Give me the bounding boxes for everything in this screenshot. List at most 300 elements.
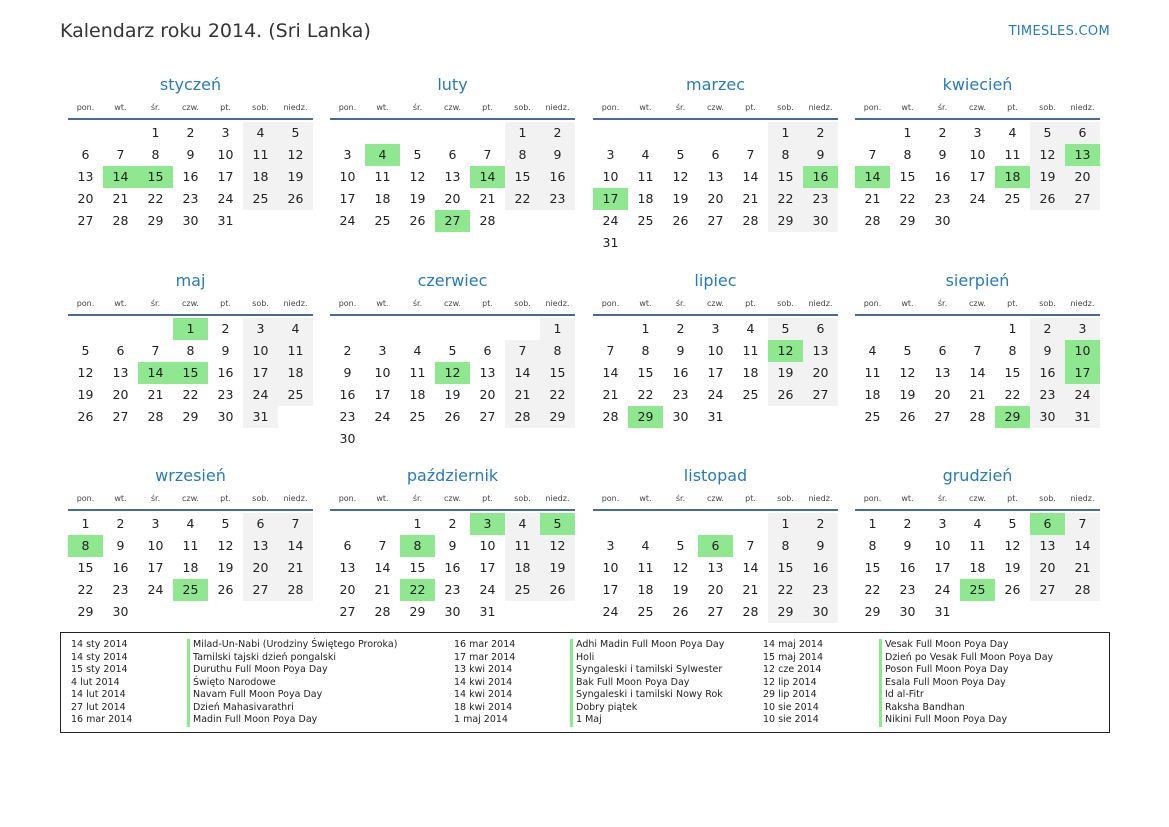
day-cell: 1 [540, 318, 575, 340]
day-cell: 16 [540, 166, 575, 188]
day-cell: 16 [899, 560, 916, 575]
day-cell: 19 [540, 557, 575, 579]
day-cell: 26 [540, 579, 575, 601]
day-cell: 18 [742, 365, 759, 380]
day-empty [505, 318, 540, 340]
day-cell: 16 [672, 365, 689, 380]
day-cell: 2 [1030, 318, 1065, 340]
day-cell: 20 [339, 582, 356, 597]
day-cell: 17 [707, 365, 724, 380]
week-row [855, 384, 1100, 406]
day-cell: 24 [479, 582, 496, 597]
day-empty [540, 601, 575, 623]
day-cell: 30 [803, 210, 838, 232]
week-row [330, 122, 575, 144]
day-empty [103, 318, 138, 340]
day-cell: 9 [903, 538, 912, 553]
day-cell: 27 [1065, 188, 1100, 210]
day-cell: 2 [116, 516, 125, 531]
weekday-label: pon. [76, 494, 95, 503]
day-cell: 6 [483, 343, 492, 358]
legend-date: 14 sty 2014 [71, 639, 128, 650]
legend-date: 16 mar 2014 [454, 639, 516, 650]
day-cell: 28 [147, 409, 164, 424]
legend-item [763, 677, 1053, 690]
legend-holiday-name: Raksha Bandhan [879, 702, 965, 715]
day-cell: 31 [707, 409, 724, 424]
legend-item [454, 639, 724, 652]
day-cell: 15 [77, 560, 94, 575]
legend-holiday-name: 1 Maj [570, 714, 602, 727]
day-cell: 23 [112, 582, 129, 597]
day-cell: 6 [343, 538, 352, 553]
day-cell: 9 [676, 343, 685, 358]
week-row [593, 340, 838, 362]
weekday-label: śr. [675, 103, 686, 112]
day-cell: 9 [938, 147, 947, 162]
day-cell: 29 [182, 409, 199, 424]
day-cell: 16 [934, 169, 951, 184]
legend-date: 29 lip 2014 [763, 689, 817, 700]
month-divider [855, 509, 1100, 511]
page-title: Kalendarz roku 2014. (Sri Lanka) [60, 20, 371, 42]
day-cell: 26 [899, 409, 916, 424]
weekday-label: pt. [220, 494, 231, 503]
day-empty [593, 513, 628, 535]
week-row [593, 318, 838, 340]
week-row [330, 513, 575, 535]
day-cell: 23 [803, 579, 838, 601]
day-cell: 28 [864, 213, 881, 228]
legend-item [763, 639, 1053, 652]
day-cell: 6 [448, 147, 457, 162]
weekday-label: wt. [114, 103, 127, 112]
weekday-label: sob. [514, 299, 531, 308]
weekday-label: czw. [444, 299, 461, 308]
legend-holiday-name: Milad-Un-Nabi (Urodziny Świętego Proroka) [187, 639, 397, 652]
legend-item [763, 664, 1053, 677]
legend-holiday-name: Holi [570, 652, 594, 665]
weekday-label: pon. [601, 299, 620, 308]
day-empty [628, 232, 663, 254]
day-cell: 10 [602, 169, 619, 184]
legend-holiday-name: Id al-Fitr [879, 689, 924, 702]
day-cell: 28 [969, 409, 986, 424]
day-cell: 8 [505, 144, 540, 166]
weekday-label: czw. [182, 299, 199, 308]
day-cell: 4 [186, 516, 195, 531]
day-cell: 16 [1030, 362, 1065, 384]
weekday-header [68, 100, 313, 116]
day-cell: 13 [934, 365, 951, 380]
day-cell: 7 [116, 147, 125, 162]
day-cell: 20 [112, 387, 129, 402]
day-cell: 5 [676, 538, 685, 553]
day-cell: 18 [374, 191, 391, 206]
weekday-label: wt. [114, 299, 127, 308]
legend-item [71, 702, 397, 715]
week-row [68, 340, 313, 362]
legend-item [454, 677, 724, 690]
day-cell: 29 [899, 213, 916, 228]
day-cell: 14 [969, 365, 986, 380]
week-row [593, 406, 838, 428]
day-cell: 11 [742, 343, 759, 358]
day-cell: 25 [505, 579, 540, 601]
day-cell: 8 [903, 147, 912, 162]
day-empty [698, 122, 733, 144]
day-cell: 16 [803, 557, 838, 579]
day-cell: 19 [672, 582, 689, 597]
day-cell: 8 [868, 538, 877, 553]
day-cell: 7 [746, 147, 755, 162]
week-row [68, 579, 313, 601]
weekday-header [855, 491, 1100, 507]
day-cell: 30 [1030, 406, 1065, 428]
weekday-label: niedz. [808, 494, 833, 503]
weekday-header [855, 296, 1100, 312]
day-cell-holiday: 14 [138, 362, 173, 384]
week-row [68, 406, 313, 428]
day-cell: 3 [606, 147, 615, 162]
day-cell-holiday: 15 [138, 166, 173, 188]
week-row [330, 557, 575, 579]
day-cell: 12 [77, 365, 94, 380]
day-cell: 12 [899, 365, 916, 380]
weekday-label: śr. [150, 494, 161, 503]
day-cell: 25 [637, 604, 654, 619]
weekday-label: śr. [150, 299, 161, 308]
weekday-label: sob. [777, 103, 794, 112]
day-cell: 14 [278, 535, 313, 557]
day-cell: 25 [243, 188, 278, 210]
day-cell: 27 [112, 409, 129, 424]
day-cell: 18 [969, 560, 986, 575]
day-cell: 27 [803, 384, 838, 406]
weekday-label: czw. [969, 103, 986, 112]
day-empty [278, 210, 313, 232]
legend-date: 14 sty 2014 [71, 651, 128, 663]
day-cell: 19 [899, 387, 916, 402]
day-cell: 1 [413, 516, 422, 531]
day-cell: 9 [116, 538, 125, 553]
legend-item [763, 689, 1053, 702]
day-cell: 31 [479, 604, 496, 619]
week-row [593, 557, 838, 579]
weekday-label: śr. [150, 103, 161, 112]
month-7 [855, 270, 1100, 428]
month-5 [330, 270, 575, 450]
day-cell: 27 [707, 213, 724, 228]
day-cell: 23 [217, 387, 234, 402]
weekday-label: wt. [376, 299, 389, 308]
day-cell: 12 [409, 169, 426, 184]
day-cell-holiday: 14 [855, 166, 890, 188]
day-cell-holiday: 22 [400, 579, 435, 601]
weekday-label: niedz. [545, 494, 570, 503]
day-cell: 7 [378, 538, 387, 553]
day-cell: 13 [1030, 535, 1065, 557]
day-cell: 23 [672, 387, 689, 402]
day-empty [1065, 601, 1100, 623]
day-empty [698, 513, 733, 535]
day-cell: 13 [77, 169, 94, 184]
day-cell: 29 [77, 604, 94, 619]
legend-item [454, 689, 724, 702]
day-empty [505, 601, 540, 623]
day-cell: 31 [243, 406, 278, 428]
day-cell: 2 [903, 516, 912, 531]
day-cell: 31 [217, 213, 234, 228]
day-cell: 2 [938, 125, 947, 140]
legend-item [763, 702, 1053, 715]
day-cell: 18 [637, 191, 654, 206]
day-cell: 9 [803, 535, 838, 557]
day-cell: 15 [768, 166, 803, 188]
day-empty [365, 428, 400, 450]
weekday-label: pon. [863, 103, 882, 112]
day-cell: 1 [151, 125, 160, 140]
day-cell: 3 [221, 125, 230, 140]
day-cell: 1 [505, 122, 540, 144]
day-empty [1030, 210, 1065, 232]
month-divider [593, 118, 838, 120]
weekday-label: pon. [338, 494, 357, 503]
weekday-header [593, 100, 838, 116]
day-cell: 26 [409, 213, 426, 228]
legend-item [763, 652, 1053, 665]
month-divider [855, 314, 1100, 316]
day-cell: 15 [899, 169, 916, 184]
day-cell: 7 [483, 147, 492, 162]
weekday-label: pon. [76, 299, 95, 308]
day-cell: 28 [505, 406, 540, 428]
week-row [855, 362, 1100, 384]
day-empty [400, 428, 435, 450]
day-cell-holiday: 27 [435, 210, 470, 232]
day-cell: 1 [903, 125, 912, 140]
weekday-label: sob. [1039, 299, 1056, 308]
weekday-label: niedz. [808, 299, 833, 308]
day-cell: 26 [278, 188, 313, 210]
legend-holiday-name: Syngaleski i tamilski Sylwester [570, 664, 722, 677]
legend-item [71, 689, 397, 702]
day-cell: 25 [1004, 191, 1021, 206]
day-cell: 13 [339, 560, 356, 575]
legend-item [763, 714, 1053, 727]
day-empty [103, 122, 138, 144]
legend-holiday-name: Święto Narodowe [187, 677, 276, 690]
weekday-label: śr. [412, 103, 423, 112]
day-cell: 26 [672, 213, 689, 228]
day-empty [593, 122, 628, 144]
day-cell: 5 [81, 343, 90, 358]
month-11 [855, 465, 1100, 623]
day-cell: 23 [1030, 384, 1065, 406]
day-cell: 31 [934, 604, 951, 619]
day-cell-holiday: 15 [173, 362, 208, 384]
weekday-label: śr. [937, 494, 948, 503]
day-cell: 23 [444, 582, 461, 597]
day-cell: 7 [505, 340, 540, 362]
day-cell: 6 [81, 147, 90, 162]
day-empty [540, 210, 575, 232]
day-cell: 11 [409, 365, 426, 380]
day-cell-holiday: 29 [995, 406, 1030, 428]
day-cell: 22 [77, 582, 94, 597]
day-cell: 21 [969, 387, 986, 402]
day-cell: 5 [221, 516, 230, 531]
day-cell: 5 [1008, 516, 1017, 531]
day-cell: 2 [803, 122, 838, 144]
day-cell: 14 [602, 365, 619, 380]
day-empty [855, 318, 890, 340]
day-cell: 27 [1030, 579, 1065, 601]
weekday-label: sob. [1039, 494, 1056, 503]
legend-column [454, 639, 724, 727]
day-cell: 10 [339, 169, 356, 184]
weekday-label: wt. [114, 494, 127, 503]
day-cell: 6 [116, 343, 125, 358]
week-row [330, 428, 575, 450]
day-cell: 23 [540, 188, 575, 210]
day-cell: 31 [1065, 406, 1100, 428]
brand-link[interactable]: TIMESLES.COM [1008, 24, 1110, 39]
legend-holiday-name: Tamilski tajski dzień pongalski [187, 652, 336, 665]
legend-holiday-name: Duruthu Full Moon Poya Day [187, 664, 328, 677]
day-empty [435, 318, 470, 340]
day-cell: 24 [602, 213, 619, 228]
weekday-label: wt. [639, 494, 652, 503]
day-cell: 11 [243, 144, 278, 166]
day-cell: 6 [711, 147, 720, 162]
day-cell: 21 [742, 191, 759, 206]
weekday-label: wt. [376, 103, 389, 112]
day-cell: 19 [444, 387, 461, 402]
day-empty [400, 122, 435, 144]
day-cell: 15 [505, 166, 540, 188]
weekday-label: sob. [1039, 103, 1056, 112]
day-cell: 28 [742, 604, 759, 619]
weekday-label: wt. [376, 494, 389, 503]
day-cell: 29 [147, 213, 164, 228]
weekday-header [330, 491, 575, 507]
weekday-label: niedz. [1070, 299, 1095, 308]
day-cell-holiday: 6 [1030, 513, 1065, 535]
day-cell: 25 [864, 409, 881, 424]
day-cell: 14 [1065, 535, 1100, 557]
day-cell: 20 [243, 557, 278, 579]
week-row [330, 144, 575, 166]
day-cell: 11 [1004, 147, 1021, 162]
day-empty [628, 513, 663, 535]
month-name: lipiec [694, 271, 737, 290]
weekday-label: czw. [969, 494, 986, 503]
day-cell-holiday: 25 [173, 579, 208, 601]
day-cell: 13 [707, 560, 724, 575]
legend-holiday-name: Nikini Full Moon Poya Day [879, 714, 1007, 727]
day-cell: 4 [413, 343, 422, 358]
legend-item [71, 652, 397, 665]
week-row [593, 144, 838, 166]
day-cell: 23 [803, 188, 838, 210]
day-cell: 21 [602, 387, 619, 402]
day-cell: 14 [374, 560, 391, 575]
weekday-label: pon. [76, 103, 95, 112]
weekday-label: sob. [252, 494, 269, 503]
week-row [68, 144, 313, 166]
day-cell: 13 [707, 169, 724, 184]
day-cell: 1 [1008, 321, 1017, 336]
day-empty [365, 318, 400, 340]
day-cell: 9 [448, 538, 457, 553]
month-name: luty [437, 75, 468, 94]
day-cell: 19 [278, 166, 313, 188]
week-row [593, 579, 838, 601]
day-cell: 17 [969, 169, 986, 184]
day-cell: 21 [112, 191, 129, 206]
day-empty [733, 232, 768, 254]
weekday-label: wt. [639, 299, 652, 308]
week-row [593, 384, 838, 406]
day-cell: 3 [973, 125, 982, 140]
day-cell: 10 [707, 343, 724, 358]
day-cell: 2 [803, 513, 838, 535]
day-cell: 26 [768, 384, 803, 406]
month-9 [330, 465, 575, 623]
day-cell: 8 [186, 343, 195, 358]
day-empty [435, 428, 470, 450]
day-cell: 8 [768, 144, 803, 166]
day-cell: 17 [934, 560, 951, 575]
day-cell: 27 [339, 604, 356, 619]
day-cell: 4 [746, 321, 755, 336]
day-empty [995, 601, 1030, 623]
legend-column [763, 639, 1053, 727]
day-cell: 27 [934, 409, 951, 424]
day-cell: 18 [637, 582, 654, 597]
day-cell: 30 [444, 604, 461, 619]
day-cell: 15 [409, 560, 426, 575]
week-row [330, 601, 575, 623]
day-empty [995, 210, 1030, 232]
week-row [593, 601, 838, 623]
day-cell: 14 [742, 169, 759, 184]
day-cell: 10 [217, 147, 234, 162]
month-name: listopad [683, 466, 748, 485]
month-1 [330, 74, 575, 232]
week-row [68, 210, 313, 232]
day-cell: 21 [374, 582, 391, 597]
legend-date: 15 sty 2014 [71, 664, 128, 675]
day-cell: 29 [864, 604, 881, 619]
day-cell: 25 [409, 409, 426, 424]
day-empty [803, 232, 838, 254]
day-cell: 3 [938, 516, 947, 531]
week-row [855, 318, 1100, 340]
month-name: sierpień [945, 271, 1010, 290]
day-cell: 5 [448, 343, 457, 358]
week-row [855, 188, 1100, 210]
day-cell: 18 [278, 362, 313, 384]
day-cell: 20 [707, 582, 724, 597]
weekday-label: pt. [1007, 494, 1018, 503]
week-row [68, 557, 313, 579]
month-6 [593, 270, 838, 428]
week-row [330, 579, 575, 601]
day-cell: 30 [672, 409, 689, 424]
weekday-label: pt. [745, 103, 756, 112]
